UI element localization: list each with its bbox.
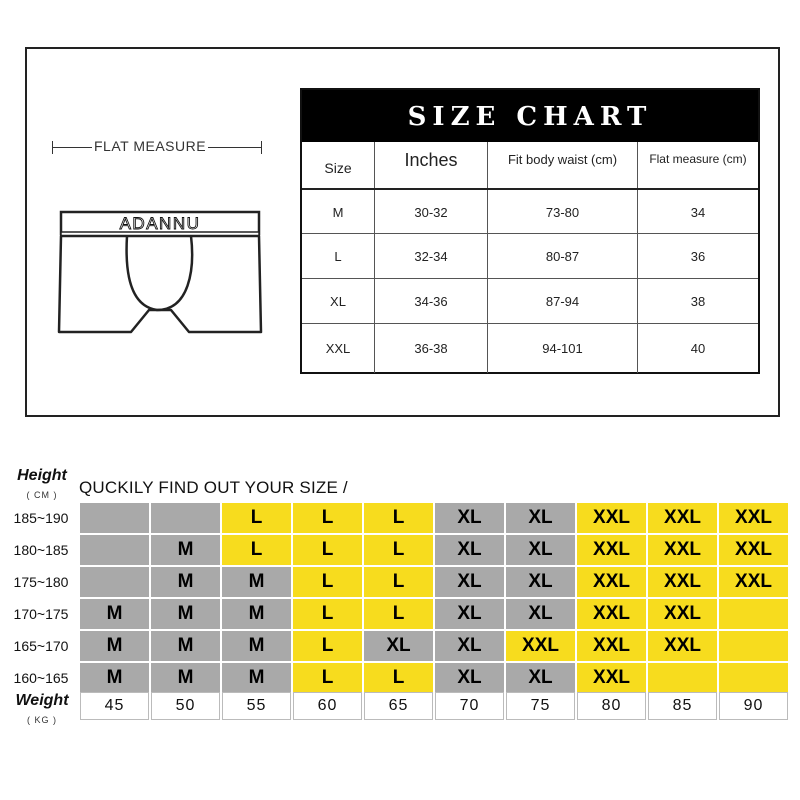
size-grid-cell: L — [364, 599, 433, 629]
size-grid-cell: XXL — [577, 663, 646, 693]
height-row-label: 175~180 — [13, 574, 69, 590]
header-flat-measure: Flat measure (cm) — [637, 142, 758, 188]
size-grid-cell: M — [151, 663, 220, 693]
weight-axis-label: Weight — [15, 692, 69, 709]
size-grid-cell: XL — [506, 663, 575, 693]
size-grid-cell: XXL — [648, 503, 717, 533]
row-flat-measure: 36 — [637, 234, 758, 279]
size-grid-cell: XXL — [648, 567, 717, 597]
row-fit-waist: 80-87 — [487, 234, 637, 279]
row-fit-waist: 94-101 — [487, 324, 637, 373]
weight-column-label: 85 — [648, 692, 717, 720]
flat-measure-indicator — [52, 138, 262, 156]
header-inches: Inches — [374, 142, 487, 188]
size-grid-cell: L — [364, 663, 433, 693]
row-size: XXL — [325, 341, 351, 356]
size-grid-cell: L — [364, 567, 433, 597]
size-grid-cell: M — [222, 631, 291, 661]
size-chart-row — [302, 323, 758, 373]
row-inches: 36-38 — [374, 324, 487, 373]
size-grid-cell: M — [80, 663, 149, 693]
size-grid-cell: XXL — [719, 567, 788, 597]
size-grid-cell: XL — [435, 535, 504, 565]
weight-column-label: 65 — [364, 692, 433, 720]
row-size: M — [332, 205, 344, 220]
size-grid-cell: XXL — [648, 631, 717, 661]
size-grid-cell: XL — [364, 631, 433, 661]
size-grid-cell: XL — [506, 599, 575, 629]
size-grid-cell: XL — [506, 567, 575, 597]
weight-column-label: 90 — [719, 692, 788, 720]
size-grid-cell — [80, 503, 149, 533]
size-chart-header-row — [302, 142, 758, 188]
measure-right-tick — [261, 141, 262, 154]
size-grid-cell: L — [364, 503, 433, 533]
size-grid-cell: M — [222, 663, 291, 693]
size-grid-cell — [80, 567, 149, 597]
size-chart-row — [302, 233, 758, 279]
size-grid-cell: XXL — [577, 631, 646, 661]
size-grid-cell: XL — [435, 503, 504, 533]
row-size: L — [334, 249, 342, 264]
weight-column-label: 80 — [577, 692, 646, 720]
row-inches: 30-32 — [374, 190, 487, 235]
weight-column-label: 75 — [506, 692, 575, 720]
weight-column-label: 60 — [293, 692, 362, 720]
size-grid-cell: L — [293, 663, 362, 693]
height-row-label: 185~190 — [13, 510, 69, 526]
size-grid-cell: L — [293, 503, 362, 533]
size-grid-cell: XXL — [648, 535, 717, 565]
size-grid-cell — [151, 503, 220, 533]
height-row-label: 165~170 — [13, 638, 69, 654]
size-grid-cell: L — [293, 631, 362, 661]
size-grid-cell: L — [293, 599, 362, 629]
size-grid-cell: XXL — [577, 567, 646, 597]
size-grid-cell: L — [293, 567, 362, 597]
size-chart-table — [300, 88, 760, 374]
size-grid-cell: L — [222, 503, 291, 533]
size-grid-cell: XL — [506, 535, 575, 565]
weight-column-label: 70 — [435, 692, 504, 720]
weight-column-label: 50 — [151, 692, 220, 720]
size-grid-cell — [719, 599, 788, 629]
size-chart-title: SIZE CHART — [302, 90, 758, 142]
height-row-label: 180~185 — [13, 542, 69, 558]
row-flat-measure: 34 — [637, 190, 758, 235]
height-row-label: 170~175 — [13, 606, 69, 622]
size-grid-cell: M — [80, 631, 149, 661]
height-row-label: 160~165 — [13, 670, 69, 686]
size-grid-cell: XXL — [577, 503, 646, 533]
size-grid-cell — [719, 663, 788, 693]
row-size: XL — [330, 294, 346, 309]
quick-find-title: QUCKILY FIND OUT YOUR SIZE / — [79, 478, 348, 497]
height-axis-label: Height — [17, 467, 67, 484]
row-flat-measure: 38 — [637, 279, 758, 324]
size-grid-cell: M — [222, 599, 291, 629]
flat-measure-label: FLAT MEASURE — [94, 138, 207, 154]
weight-column-label: 55 — [222, 692, 291, 720]
size-grid-cell: XXL — [506, 631, 575, 661]
size-grid-cell: XXL — [577, 535, 646, 565]
row-fit-waist: 73-80 — [487, 190, 637, 235]
size-grid-cell: XXL — [577, 599, 646, 629]
boxer-brief-illustration — [55, 210, 265, 345]
size-grid-cell: M — [222, 567, 291, 597]
size-grid-cell: XL — [435, 567, 504, 597]
size-grid-cell: M — [151, 631, 220, 661]
header-fit-waist: Fit body waist (cm) — [487, 142, 637, 188]
row-flat-measure: 40 — [637, 324, 758, 373]
size-grid-cell: M — [151, 567, 220, 597]
row-inches: 34-36 — [374, 279, 487, 324]
size-grid-cell: L — [364, 535, 433, 565]
size-grid-cell: XXL — [648, 599, 717, 629]
weight-column-label: 45 — [80, 692, 149, 720]
row-fit-waist: 87-94 — [487, 279, 637, 324]
size-grid-cell — [80, 535, 149, 565]
header-size: Size — [324, 160, 352, 176]
size-grid-cell: XXL — [719, 503, 788, 533]
weight-unit-label: ( KG ) — [27, 715, 57, 725]
size-grid-cell: M — [80, 599, 149, 629]
size-grid-cell — [648, 663, 717, 693]
size-chart-row — [302, 188, 758, 235]
size-grid-cell: XL — [435, 663, 504, 693]
size-grid-cell: L — [222, 535, 291, 565]
size-grid-cell: XL — [435, 599, 504, 629]
row-inches: 32-34 — [374, 234, 487, 279]
brand-label: ADANNU — [119, 214, 201, 233]
size-grid-cell: L — [293, 535, 362, 565]
size-grid-cell — [719, 631, 788, 661]
size-grid-cell: XXL — [719, 535, 788, 565]
size-grid-cell: XL — [435, 631, 504, 661]
size-grid-cell: M — [151, 599, 220, 629]
boxer-brief-icon — [55, 210, 265, 340]
size-grid-cell: M — [151, 535, 220, 565]
size-grid-cell: XL — [506, 503, 575, 533]
height-unit-label: ( CM ) — [26, 490, 58, 500]
size-chart-row — [302, 278, 758, 324]
